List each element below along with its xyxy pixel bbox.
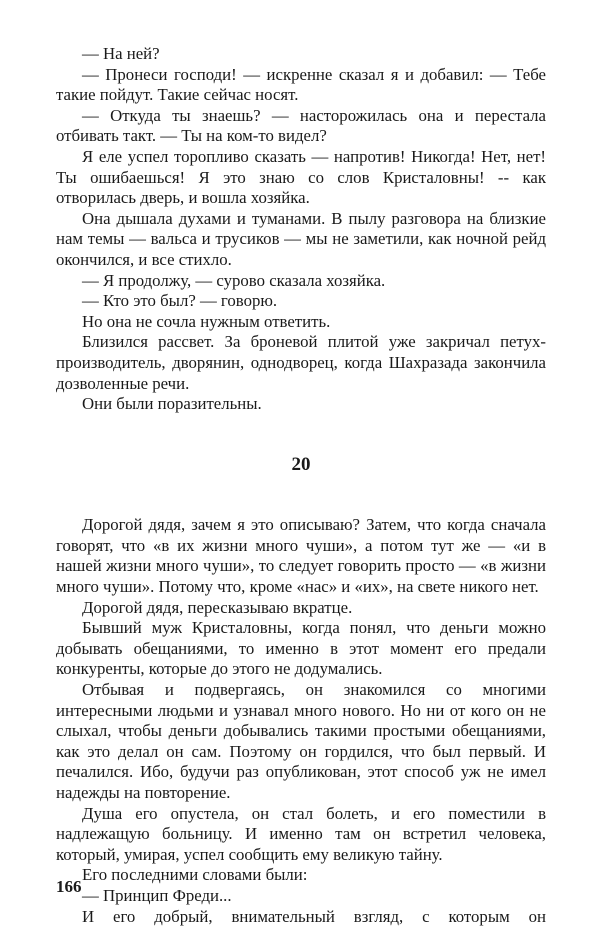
paragraph: Его последними словами были: [82,865,308,885]
chapter-heading: 20 [291,453,311,475]
paragraph: Отбывая и подвергаясь, он знакомился со многими интересными людьми и узнавал много нового. Но ни от кого он не слыхал, чтобы деньги добывались такими простыми обещаниями, как это делал он сам. Поэтому он гордился, что был первый. И печалился. Ибо, будучи раз опубликован, этот способ уж не имел надежды на повторение. [56,680,546,802]
paragraph: Душа его опустела, он стал болеть, и его поместили в надлежащую больницу. И именно там он встретил человека, который, умирая, успел сообщить ему великую тайну. [56,803,546,864]
page-number: 166 [56,877,82,896]
paragraph: И его добрый, внимательный взгляд, с которым он [82,906,546,926]
paragraph: Близился рассвет. За броневой плитой уже закричал петух-производитель, дворянин, однодворец, когда Шахразада закончила дозволенные речи. [56,332,546,393]
paragraph: — Принцип Фреди... [82,885,232,905]
paragraph: Они были поразительны. [82,394,262,414]
paragraph: — Я продолжу, — сурово сказала хозяйка. [82,270,386,290]
paragraph: Дорогой дядя, пересказываю вкратце. [82,597,353,617]
paragraph: Дорогой дядя, зачем я это описываю? Затем, что когда сначала говорят, что «в их жизни много чуши», а потом тут же — «и в нашей жизни много чуши», то следует говорить просто — «в жизни много чуши». Потому что, кроме «нас» и «их», на свете никого нет. [56,515,546,597]
paragraph: Но она не сочла нужным ответить. [82,311,331,331]
paragraph: — Пронеси господи! — искренне сказал я и добавил: — Тебе такие пойдут. Такие сейчас носят. [56,64,546,105]
paragraph: — Кто это был? — говорю. [82,291,278,311]
paragraph: — На ней? [82,44,160,63]
paragraph: Бывший муж Кристаловны, когда понял, что деньги можно добывать обещаниями, то именно в этот момент его предали конкуренты, которые до этого не додумались. [56,618,546,679]
paragraph: Я еле успел торопливо сказать — напротив! Никогда! Нет, нет! Ты ошибаешься! Я это знаю со слов Кристаловны! -- как отворилась дверь, и вошла хозяйка. [56,146,546,208]
page-body [56,44,546,927]
paragraph: — Откуда ты знаешь? — насторожилась она и перестала отбивать такт. — Ты на ком-то видел? [56,105,546,146]
paragraph: Она дышала духами и туманами. В пылу разговора на близкие нам темы — вальса и трусиков — мы не заметили, как ночной рейд окончился, и все стихло. [56,208,546,269]
